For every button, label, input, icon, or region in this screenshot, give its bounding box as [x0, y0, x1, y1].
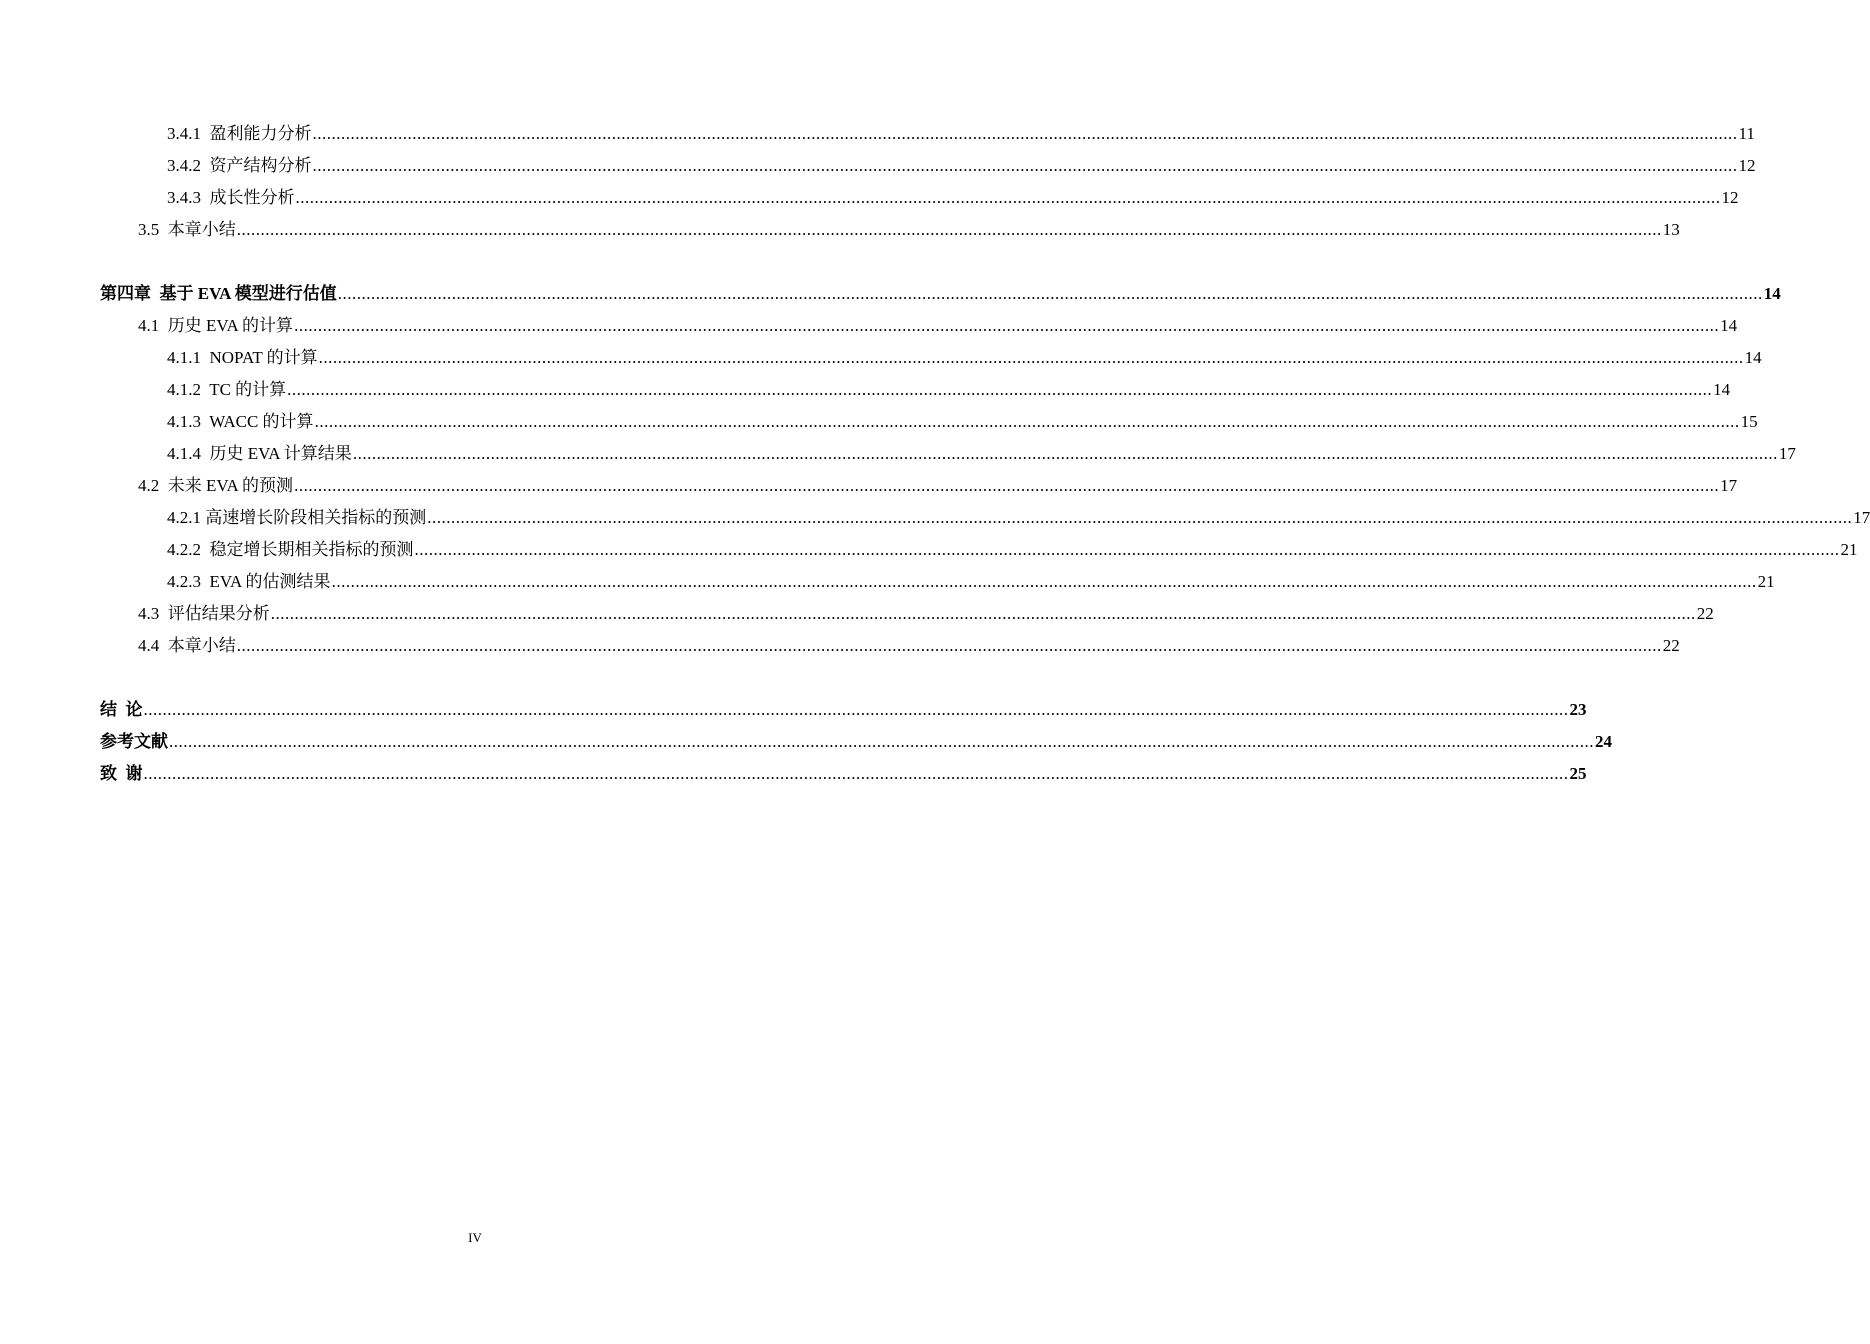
toc-entry-acknowledgements[interactable] [0, 758, 1587, 790]
toc-leader-dots: ............................................................................................................................................................................................................................................................................................................ [312, 124, 1738, 143]
toc-leader-dots: ............................................................................................................................................................................................................................................................................................................ [318, 348, 1744, 367]
toc-entry-title: 3.4.1 盈利能力分析 [167, 124, 312, 143]
page-number: IV [468, 1230, 482, 1245]
toc-leader-dots: ............................................................................................................................................................................................................................................................................................................ [312, 156, 1738, 175]
toc-entry-page: 17 [1778, 444, 1796, 463]
toc-leader-dots: ............................................................................................................................................................................................................................................................................................................ [143, 700, 1569, 719]
toc-leader-dots: ............................................................................................................................................................................................................................................................................................................ [294, 316, 1720, 335]
toc-entry-3-5[interactable] [0, 214, 1680, 246]
toc-entry-title: 4.1 历史 EVA 的计算 [138, 316, 294, 335]
toc-leader-dots: ............................................................................................................................................................................................................................................................................................................ [414, 540, 1840, 559]
toc-entry-title: 致 谢 [100, 764, 143, 783]
toc-entry-page: 17 [1720, 476, 1738, 495]
toc-leader-dots: ............................................................................................................................................................................................................................................................................................................ [236, 636, 1662, 655]
toc-entry-4-1[interactable] [0, 310, 1738, 342]
toc-entry-page: 13 [1662, 220, 1680, 239]
toc-entry-title: 4.3 评估结果分析 [138, 604, 270, 623]
toc-leader-dots: ............................................................................................................................................................................................................................................................................................................ [143, 764, 1569, 783]
toc-entry-page: 21 [1840, 540, 1858, 559]
toc-entry-page: 14 [1720, 316, 1738, 335]
toc-entry-title: 4.2.1 高速增长阶段相关指标的预测 [167, 508, 427, 527]
toc-entry-title: 3.4.3 成长性分析 [167, 188, 295, 207]
toc-entry-title: 3.5 本章小结 [138, 220, 236, 239]
toc-entry-4-3[interactable] [0, 598, 1714, 630]
toc-leader-dots: ............................................................................................................................................................................................................................................................................................................ [337, 284, 1763, 303]
toc-leader-dots: ............................................................................................................................................................................................................................................................................................................ [294, 476, 1720, 495]
toc-entry-page: 11 [1738, 124, 1755, 143]
toc-entry-4-1-4[interactable] [0, 438, 1796, 470]
toc-entry-title: 3.4.2 资产结构分析 [167, 156, 312, 175]
toc-entry-title: 第四章 基于 EVA 模型进行估值 [100, 284, 337, 303]
toc-entry-title: 结 论 [100, 700, 143, 719]
toc-entry-4-2-1[interactable] [0, 502, 1870, 534]
toc-entry-page: 21 [1757, 572, 1775, 591]
toc-leader-dots: ............................................................................................................................................................................................................................................................................................................ [352, 444, 1778, 463]
toc-entry-page: 17 [1853, 508, 1870, 527]
toc-leader-dots: ............................................................................................................................................................................................................................................................................................................ [236, 220, 1662, 239]
toc-entry-title: 4.1.2 TC 的计算 [167, 380, 287, 399]
toc-entry-page: 23 [1569, 700, 1587, 719]
toc-entry-title: 4.2.3 EVA 的估测结果 [167, 572, 331, 591]
toc-leader-dots: ............................................................................................................................................................................................................................................................................................................ [287, 380, 1713, 399]
toc-entry-title: 4.4 本章小结 [138, 636, 236, 655]
toc-leader-dots: ............................................................................................................................................................................................................................................................................................................ [331, 572, 1757, 591]
toc-leader-dots: ............................................................................................................................................................................................................................................................................................................ [169, 732, 1594, 751]
toc-entry-page: 25 [1569, 764, 1587, 783]
toc-entry-page: 14 [1713, 380, 1731, 399]
toc-leader-dots: ............................................................................................................................................................................................................................................................................................................ [295, 188, 1721, 207]
toc-entry-title: 参考文献 [100, 732, 168, 751]
toc-entry-title: 4.1.4 历史 EVA 计算结果 [167, 444, 352, 463]
toc-entry-3-4-1[interactable] [0, 118, 1755, 150]
table-of-contents [0, 118, 1870, 790]
toc-entry-references[interactable] [0, 726, 1612, 758]
toc-entry-page: 22 [1662, 636, 1680, 655]
toc-entry-page: 14 [1763, 284, 1781, 303]
toc-entry-4-2-3[interactable] [0, 566, 1775, 598]
toc-entry-chapter-4[interactable] [0, 278, 1781, 310]
toc-leader-dots: ............................................................................................................................................................................................................................................................................................................ [427, 508, 1853, 527]
toc-leader-dots: ............................................................................................................................................................................................................................................................................................................ [270, 604, 1696, 623]
toc-entry-title: 4.1.3 WACC 的计算 [167, 412, 314, 431]
toc-entry-page: 12 [1721, 188, 1739, 207]
toc-leader-dots: ............................................................................................................................................................................................................................................................................................................ [314, 412, 1740, 431]
toc-entry-4-1-1[interactable] [0, 342, 1762, 374]
toc-entry-page: 12 [1738, 156, 1756, 175]
toc-entry-page: 14 [1744, 348, 1762, 367]
toc-entry-page: 24 [1595, 732, 1612, 751]
toc-entry-3-4-3[interactable] [0, 182, 1739, 214]
toc-entry-4-2[interactable] [0, 470, 1738, 502]
toc-entry-4-2-2[interactable] [0, 534, 1858, 566]
section-gap [0, 662, 950, 694]
toc-entry-conclusion[interactable] [0, 694, 1587, 726]
toc-entry-page: 15 [1740, 412, 1758, 431]
toc-entry-title: 4.1.1 NOPAT 的计算 [167, 348, 318, 367]
toc-entry-page: 22 [1696, 604, 1714, 623]
toc-entry-4-4[interactable] [0, 630, 1680, 662]
section-gap [0, 246, 950, 278]
toc-entry-title: 4.2.2 稳定增长期相关指标的预测 [167, 540, 414, 559]
toc-entry-3-4-2[interactable] [0, 150, 1756, 182]
toc-entry-4-1-3[interactable] [0, 406, 1758, 438]
toc-entry-4-1-2[interactable] [0, 374, 1731, 406]
toc-entry-title: 4.2 未来 EVA 的预测 [138, 476, 294, 495]
